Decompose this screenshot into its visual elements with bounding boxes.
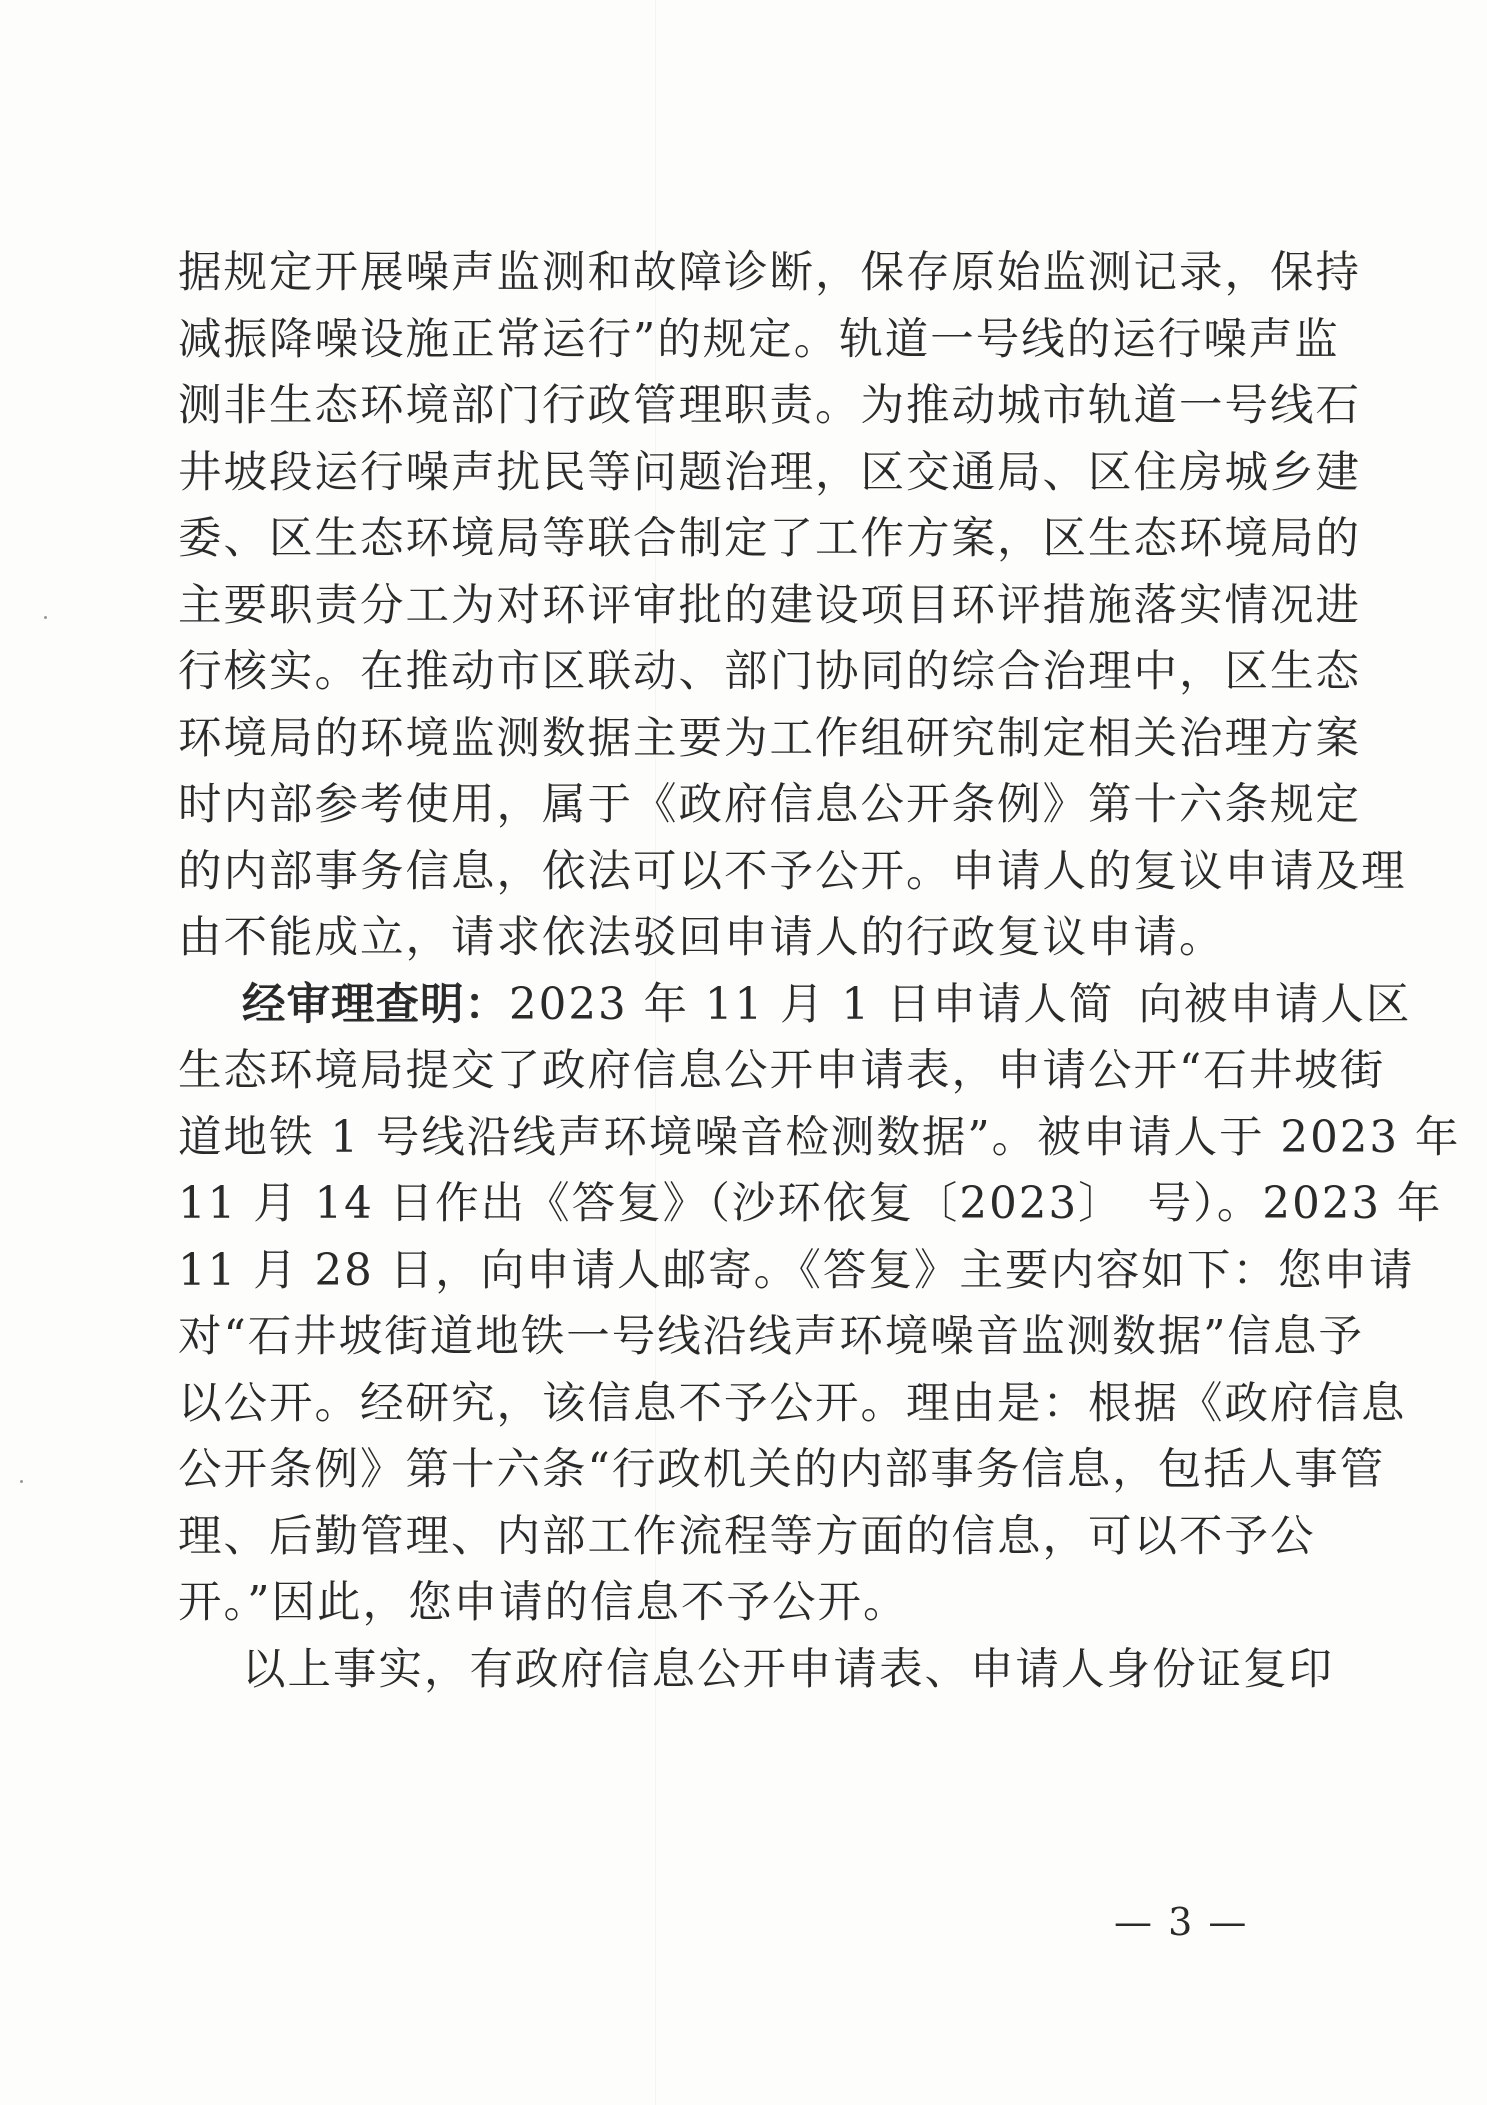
text-line: 11 月 28 日，向申请人邮寄。《答复》主要内容如下：您申请: [178, 1245, 1415, 1296]
text-line: 测非生态环境部门行政管理职责。为推动城市轨道一号线石: [178, 381, 1361, 431]
text-line: 减振降噪设施正常运行”的规定。轨道一号线的运行噪声监: [178, 314, 1340, 365]
text-fragment: 2023 年 11 月 1 日申请人简: [509, 979, 1115, 1030]
text-line: 时内部参考使用，属于《政府信息公开条例》第十六条规定: [178, 780, 1361, 830]
document-body: [178, 240, 1461, 1703]
paragraph-first-line: [178, 972, 1412, 1039]
text-line: 环境局的环境监测数据主要为工作组研究制定相关治理方案: [178, 713, 1361, 764]
text-line: 委、区生态环境局等联合制定了工作方案，区生态环境局的: [178, 514, 1361, 564]
scan-speck: [44, 616, 47, 619]
text-line: 井坡段运行噪声扰民等问题治理，区交通局、区住房城乡建: [178, 447, 1361, 498]
text-line: 主要职责分工为对环评审批的建设项目环评措施落实情况进: [178, 580, 1361, 631]
text-fragment: 号）。2023 年: [1147, 1179, 1443, 1229]
text-line: 生态环境局提交了政府信息公开申请表，申请公开“石井坡街: [178, 1046, 1386, 1096]
text-line: 行核实。在推动市区联动、部门协同的综合治理中，区生态: [178, 647, 1361, 697]
scan-speck: [20, 1480, 23, 1483]
text-fragment: 11 月 14 日作出《答复》（沙环依复〔2023〕: [178, 1179, 1124, 1229]
text-fragment: 向被申请人区: [1138, 979, 1412, 1030]
text-line: 理、后勤管理、内部工作流程等方面的信息，可以不予公: [178, 1511, 1316, 1562]
text-line: 的内部事务信息，依法可以不予公开。申请人的复议申请及理: [178, 846, 1407, 897]
text-line: 据规定开展噪声监测和故障诊断，保存原始监测记录，保持: [178, 248, 1361, 298]
text-line: [178, 1171, 1443, 1238]
text-line: 公开条例》第十六条“行政机关的内部事务信息，包括人事管: [178, 1445, 1386, 1495]
text-line: 由不能成立，请求依法驳回申请人的行政复议申请。: [178, 913, 1225, 963]
paragraph-heading: 经审理查明：: [242, 979, 509, 1030]
page-number: — 3 —: [1114, 1900, 1249, 1944]
text-line: 开。”因此，您申请的信息不予公开。: [178, 1578, 909, 1628]
text-line: 对“石井坡街道地铁一号线沿线声环境噪音监测数据”信息予: [178, 1312, 1364, 1362]
text-line: 道地铁 1 号线沿线声环境噪音检测数据”。被申请人于 2023 年: [178, 1112, 1461, 1163]
text-line: 以上事实，有政府信息公开申请表、申请人身份证复印: [242, 1644, 1334, 1695]
text-line: 以公开。经研究，该信息不予公开。理由是：根据《政府信息: [178, 1378, 1407, 1429]
